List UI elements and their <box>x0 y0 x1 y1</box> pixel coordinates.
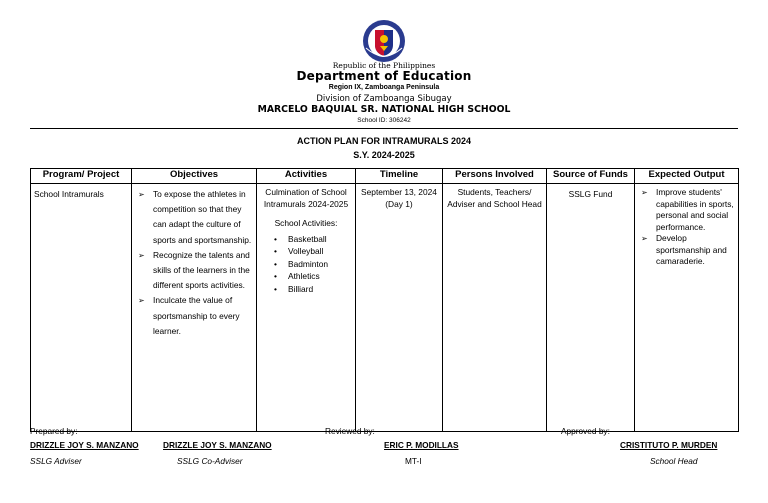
activity-list <box>260 233 352 296</box>
cell-activities <box>257 184 356 432</box>
cell-persons <box>443 184 547 432</box>
cell-funds <box>547 184 635 432</box>
signatory-name: ERIC P. MODILLAS <box>384 440 459 450</box>
activity-subheading: School Activities: <box>274 218 338 228</box>
activity-item: • Billiard <box>260 283 352 296</box>
objectives-list <box>135 187 253 339</box>
objective-item: ➢ To expose the athletes in competition so that they can adapt the culture of sports and sportsmanship. <box>135 187 253 248</box>
timeline-text: September 13, 2024 (Day 1) <box>361 187 437 209</box>
signatory-name: DRIZZLE JOY S. MANZANO <box>163 440 272 450</box>
header-program: Program/ Project <box>31 169 132 184</box>
signatory-name: CRISTITUTO P. MURDEN <box>620 440 718 450</box>
cell-program <box>31 184 132 432</box>
output-list <box>638 187 735 268</box>
region-line: Region IX, Zamboanga Peninsula <box>328 84 440 91</box>
cell-timeline <box>356 184 443 432</box>
republic-line: Republic of the Philippines <box>332 61 436 70</box>
signatory-role: School Head <box>650 456 698 466</box>
program-text: School Intramurals <box>34 189 104 199</box>
header-persons: Persons Involved <box>443 169 547 184</box>
plan-school-year: S.Y. 2024-2025 <box>353 150 415 160</box>
signatory-role: SSLG Adviser <box>30 456 82 466</box>
prepared-label: Prepared by: <box>30 426 78 436</box>
deped-seal-icon <box>358 18 410 64</box>
signatory-role: SSLG Co-Adviser <box>177 456 243 466</box>
activity-item: • Athletics <box>260 270 352 283</box>
objective-item: ➢ Inculcate the value of sportsmanship to every learner. <box>135 293 253 339</box>
header-objectives: Objectives <box>132 169 257 184</box>
header-timeline: Timeline <box>356 169 443 184</box>
objective-item: ➢ Recognize the talents and skills of the learners in the different sports activities. <box>135 248 253 294</box>
table-row <box>31 184 739 432</box>
header-funds: Source of Funds <box>547 169 635 184</box>
activity-item: • Basketball <box>260 233 352 246</box>
output-item: ➢ Improve students' capabilities in sports, personal and social performance. <box>638 187 735 233</box>
signatory-name: DRIZZLE JOY S. MANZANO <box>30 440 139 450</box>
table-header-row <box>31 169 739 184</box>
persons-text: Students, Teachers/ Adviser and School Head <box>447 187 542 209</box>
cell-output <box>635 184 739 432</box>
reviewed-label: Reviewed by: <box>325 426 375 436</box>
approved-label: Approved by: <box>561 426 610 436</box>
header-activities: Activities <box>257 169 356 184</box>
output-item: ➢ Develop sportsmanship and camaraderie. <box>638 233 735 268</box>
school-id: School ID: 306242 <box>357 117 411 124</box>
cell-objectives <box>132 184 257 432</box>
activity-item: • Volleyball <box>260 245 352 258</box>
action-plan-table <box>30 168 739 432</box>
header-divider <box>30 128 738 129</box>
funds-text: SSLG Fund <box>568 189 613 199</box>
school-name: MARCELO BAQUIAL SR. NATIONAL HIGH SCHOOL <box>257 104 511 115</box>
header-output: Expected Output <box>635 169 739 184</box>
activity-item: • Badminton <box>260 258 352 271</box>
department-title: Department of Education <box>296 69 472 83</box>
activity-main: Culmination of School Intramurals 2024-2025 <box>263 187 349 209</box>
plan-title: ACTION PLAN FOR INTRAMURALS 2024 <box>296 136 471 146</box>
division-line: Division of Zamboanga Sibugay <box>316 94 452 104</box>
signatory-role: MT-I <box>405 456 422 466</box>
